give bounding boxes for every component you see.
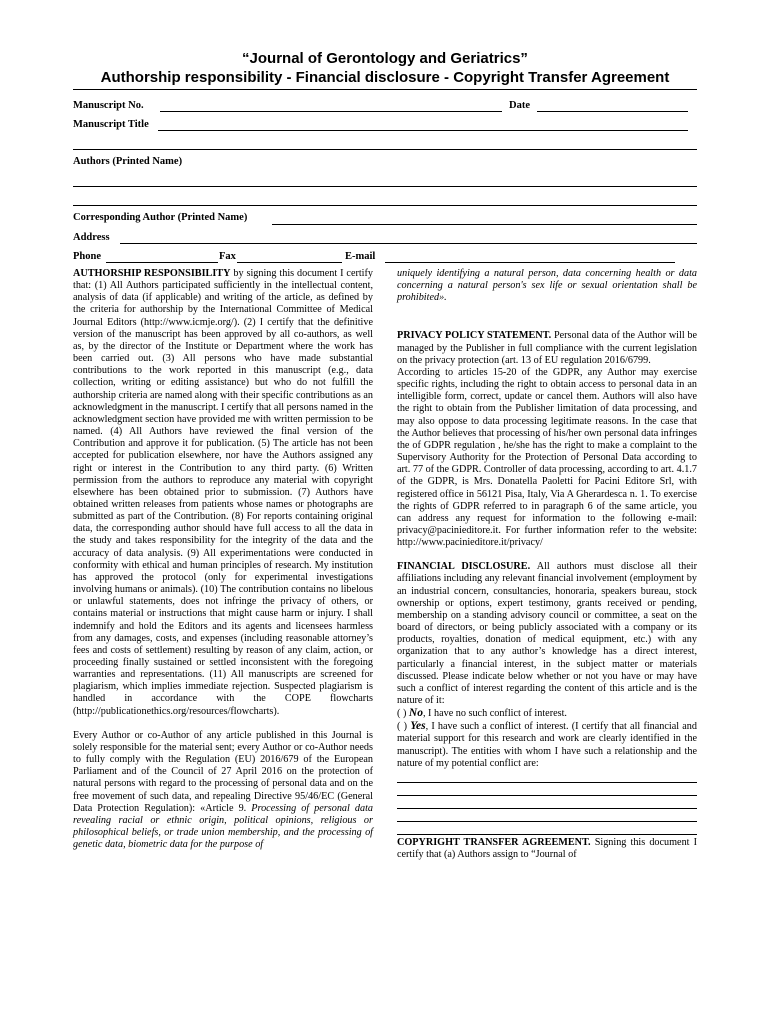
financial-paragraph xyxy=(397,561,697,707)
fax-field[interactable] xyxy=(237,262,342,263)
email-label: E-mail xyxy=(345,251,376,262)
header-rule xyxy=(73,89,697,90)
left-column xyxy=(73,268,373,851)
journal-title: “Journal of Gerontology and Geriatrics” xyxy=(242,50,528,67)
conflict-line-1[interactable] xyxy=(397,770,697,783)
conflict-line-4[interactable] xyxy=(397,809,697,822)
manuscript-title-label: Manuscript Title xyxy=(73,119,149,130)
conflict-line-3[interactable] xyxy=(397,796,697,809)
gdpr-italic-text: Processing of personal data revealing racial or ethnic origin, political opinions, religious or philosophical beliefs, or trade union membership, and the processing of genetic data, biometric data for the purpose of xyxy=(73,802,373,851)
authors-field-line1[interactable] xyxy=(73,186,697,187)
phone-field[interactable] xyxy=(106,262,218,263)
privacy-paragraph-2: According to articles 15-20 of the GDPR, any Author may exercise specific rights, including the right to obtain access to personal data in an intelligible form, correct, update or cancel them. Authors will also have the right to obtain from the Publisher limitation of data processing, and may also oppose to data processing legitimate reasons. In the case that the Author believes that processing of his/her own personal data infringes the of GDPR regulation , he/she has the right to make a complaint to the Supervisory Authority for the Protection of Personal Data according to art. 77 of the GDPR. Controller of data processing, according to art. 4.1.7 of the GDPR, is Mrs. Donatella Paoletti for Pacini Editore Srl, with registered office in 56121 Pisa, Italy, Via A Gherardesca n. 1. To exercise the rights of GDPR referred to in paragraph 6 of the same article, you can address any request for information to the following e-mail: privacy@pacinieditore.it. For further information refer to the website: http://www.pacinieditore.it/privacy/ xyxy=(397,366,697,549)
corresponding-author-label: Corresponding Author (Printed Name) xyxy=(73,212,248,223)
option-yes-checkbox[interactable]: ( ) xyxy=(397,721,407,733)
fax-label: Fax xyxy=(219,251,236,262)
authors-field-line2[interactable] xyxy=(73,205,697,206)
financial-text: All authors must disclose all their affiliations including any relevant financial involvement (employment by an industrial concern, consultancies, honoraria, speakers bureau, stock ownership or options, expert testimony, grants received or pending, membership on a standing advisory council or committee, a seat on the board of directors, or being publicly associated with a company or its products, royalties, donation of medical equipment, etc.) with any organization that to any author’s knowledge has a direct interest, particularly a financial interest, in the subject matter or materials discussed. Please indicate below whether or not you have or may have such a conflict of interest regarding the content of this article and is the nature of it: xyxy=(397,561,697,706)
option-no-text: , I have no such conflict of interest. xyxy=(422,708,567,720)
option-yes-text: , I have such a conflict of interest. (I certify that all financial and material support for this research and work are clearly identified in the manuscript). The entities with whom I have such a relationship and the nature of my potential conflict are: xyxy=(397,721,697,769)
option-no-label: No xyxy=(408,707,423,720)
conflict-line-5[interactable] xyxy=(397,822,697,835)
authors-label: Authors (Printed Name) xyxy=(73,156,183,167)
gdpr-italic-continued: uniquely identifying a natural person, data concerning health or data concerning a natural person's sex life or sexual orientation shall be prohibited». xyxy=(397,268,697,304)
right-column xyxy=(397,268,697,861)
authorship-paragraph xyxy=(73,268,373,718)
manuscript-no-field[interactable] xyxy=(160,111,502,112)
copyright-heading: COPYRIGHT TRANSFER AGREEMENT. xyxy=(397,836,591,848)
form-title: Authorship responsibility - Financial disclosure - Copyright Transfer Agreement xyxy=(100,69,670,86)
gdpr-text: Every Author or co-Author of any article published in this Journal is solely responsible for the material sent; every Author or co-Author needs to fully comply with the Regulation (EU) 2016/679 of the European Parliament and of the Council of 27 April 2016 on the protection of natural persons with regard to the processing of personal data and on the free movement of such data, and repealing Directive 95/46/EC (General Data Protection Regulation): «Article 9. xyxy=(73,729,373,814)
gdpr-paragraph xyxy=(73,730,373,852)
copyright-paragraph xyxy=(397,837,697,861)
corresponding-author-field[interactable] xyxy=(272,224,697,225)
authorship-heading: AUTHORSHIP RESPONSIBILITY xyxy=(73,268,231,279)
copyright-text: Signing this document I certify that (a) Authors assign to “Journal of xyxy=(397,836,697,861)
privacy-paragraph-1 xyxy=(397,330,697,366)
privacy-heading: PRIVACY POLICY STATEMENT. xyxy=(397,330,552,342)
option-yes xyxy=(397,720,697,770)
financial-heading: FINANCIAL DISCLOSURE. xyxy=(397,561,531,573)
address-label: Address xyxy=(73,232,110,243)
date-field[interactable] xyxy=(537,111,688,112)
authorship-text: by signing this document I certify that: (1) All Authors participated sufficiently in the intellectual content, analysis of data (if applicable) and writing of the article, as defined by the criteria for authorship by the International Committee of Medical Journal Editors (http://www.icmje.org/). (2) I certify that the definitive version of the manuscript has been approved by all co-authors, as well as, by the director of the Institute or Department where the work has been carried out. (3) All persons who have made substantial contributions to the work reported in this manuscript (e.g., data collection, writing or editing assistance) but who do not fulfill the authorship criteria are named along with their specific contributions as an acknowledgment in the manuscript. I certify that all persons named in the acknowledgment section have provided me with written permission to be named. (4) All Authors have reviewed the final version of the Contribution and approve it for publication. (5) The article has not been accepted for publication elsewhere, nor have the Authors assigned any right or interest in the Contribution to any third party. (6) Written permission from the authors to reproduce any material with copyright elsewhere has been obtained prior to submission. (7) Authors have obtained written releases from patients whose names or photographs are submitted as part of the Contribution. (8) For reports containing original data, the corresponding author should have full access to all the data in the study and takes responsibility for the integrity of the data and the accuracy of data analysis. (9) All experimentations were conducted in conformity with ethical and human principles of research. My institution has approved the protocol (only for experimental investigations involving humans or animals). (10) The contribution contains no libelous or unlawful statements, does not infringe the privacy of others, or contains material or instructions that might cause harm or injury. I shall indemnify and hold the Editors and its agents and licensees harmless from any damages, costs, and expenses (including reasonable attorney’s fees and costs of settlement) resulting by reason of any claim, action, or proceeding finally sustained or settled inconsistent with the foregoing warranties and representations. (11) All manuscripts are screened for plagiarism, which implies immediate rejection. Suspected plagiarism is handled in accordance with the COPE flowcharts (http://publicationethics.org/resources/flowcharts). xyxy=(73,268,373,717)
manuscript-title-field[interactable] xyxy=(158,130,688,131)
option-no xyxy=(397,707,697,720)
manuscript-title-field-line2[interactable] xyxy=(73,149,697,150)
address-field[interactable] xyxy=(120,243,697,244)
conflict-line-2[interactable] xyxy=(397,783,697,796)
option-yes-label: Yes xyxy=(410,720,426,733)
manuscript-no-label: Manuscript No. xyxy=(73,100,144,111)
date-label: Date xyxy=(509,100,530,111)
privacy-text-1: Personal data of the Author will be managed by the Publisher in full compliance with the current legislation on the privacy protection (art. 13 of EU regulation 2016/6799. xyxy=(397,330,697,366)
phone-label: Phone xyxy=(73,251,102,262)
email-field[interactable] xyxy=(385,262,675,263)
option-no-checkbox[interactable]: ( ) xyxy=(397,708,407,720)
